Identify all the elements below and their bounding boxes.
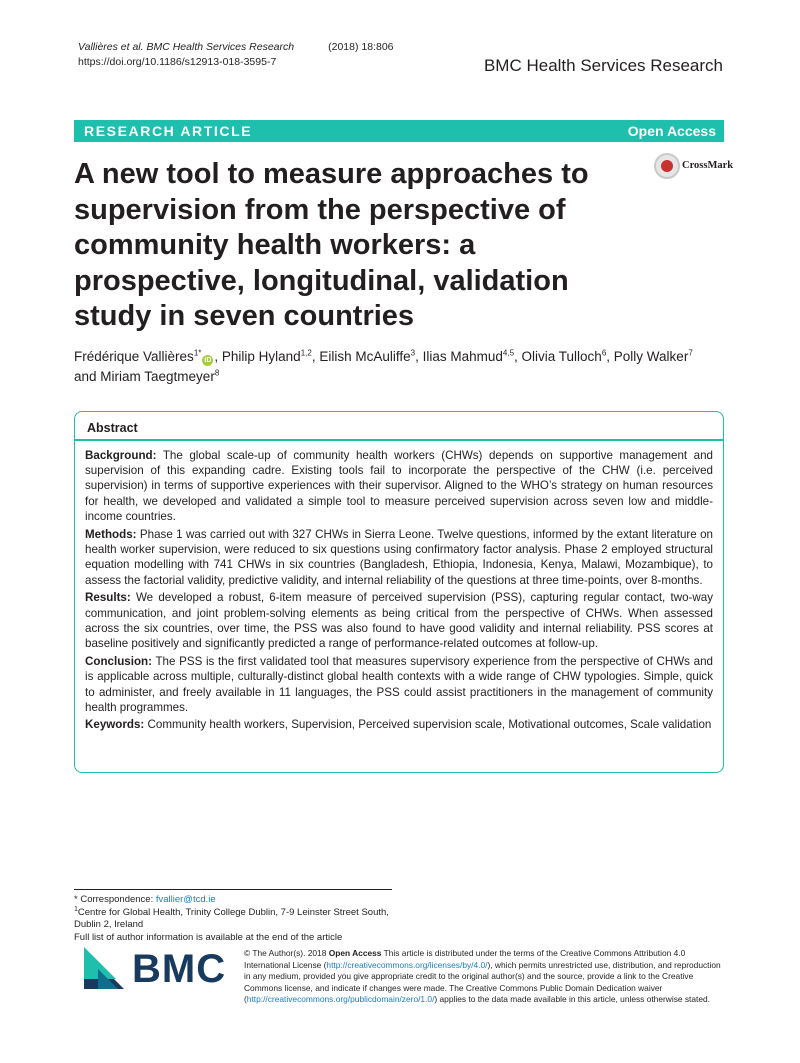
bmc-logo — [84, 947, 234, 993]
license-open-access: Open Access — [328, 948, 382, 958]
section-label: Background: — [85, 448, 157, 462]
year-volume: (2018) 18:806 — [328, 41, 394, 53]
abstract-box — [74, 411, 724, 773]
article-meta — [78, 40, 394, 70]
license-part: This article is distributed under the terms of the Creative Commons Attribution 4.0 International License ( — [244, 948, 686, 970]
abstract-divider — [75, 439, 723, 441]
cc-zero-link[interactable]: http://creativecommons.org/publicdomain/zero/1.0/ — [246, 994, 435, 1004]
footnote-divider — [74, 889, 392, 890]
author-affiliation: 4,5 — [502, 348, 515, 358]
abstract-heading: Abstract — [87, 421, 138, 435]
author-name: Philip Hyland — [221, 349, 301, 364]
author-affiliation: 1,2 — [300, 348, 312, 358]
logo-shape — [98, 969, 118, 989]
section-label: Conclusion: — [85, 654, 152, 668]
author-name: Olivia Tulloch — [521, 349, 602, 364]
abstract-results — [85, 590, 713, 652]
abstract-conclusion — [85, 654, 713, 716]
correspondence — [74, 894, 394, 907]
affiliation-text: Centre for Global Health, Trinity College Dublin, 7-9 Leinster Street South, Dublin 2, Ireland — [74, 906, 389, 930]
doi-link[interactable]: https://doi.org/10.1186/s12913-018-3595-7 — [78, 56, 277, 68]
correspondence-label: * Correspondence: — [74, 894, 154, 905]
section-label: Results: — [85, 591, 131, 605]
crossmark-icon — [654, 153, 680, 179]
section-text: Phase 1 was carried out with 327 CHWs in Sierra Leone. Twelve questions, informed by the extant literature on health worker supervision, were reduced to six questions using confirmatory factor analysis. Phase 2 employed structural equation modelling with 741 CHWs in six countries (Bangladesh, Ethiopia, Indonesia, Kenya, Malawi, Mozambique), to assess the factorial validity, predictive validity, and internal reliability of the questions at three time-points, over 8-months. — [85, 527, 713, 587]
author-name: Miriam Taegtmeyer — [100, 369, 215, 384]
article-type-banner — [74, 120, 724, 142]
author-affiliation: 3 — [410, 348, 416, 358]
section-text: Community health workers, Supervision, Perceived supervision scale, Motivational outcomes, Scale validation — [147, 718, 712, 732]
open-access-label: Open Access — [627, 123, 716, 139]
author-affiliation: 8 — [214, 368, 220, 378]
abstract-background — [85, 448, 713, 525]
orcid-icon[interactable]: iD — [204, 357, 212, 364]
logo-text: BMC — [132, 947, 227, 991]
footnotes — [74, 894, 394, 944]
full-author-info: Full list of author information is available at the end of the article — [74, 931, 343, 943]
author-name: Frédérique Vallières — [74, 349, 194, 364]
section-label: Methods: — [85, 527, 137, 541]
article-title: A new tool to measure approaches to supervision from the perspective of community health workers: a prospective, longitudinal, validation study in seven countries — [74, 158, 589, 332]
section-text: The PSS is the first validated tool that measures supervisory experience from the perspective of CHWs and is applicable across multiple, culturally-distinct global health contexts with a wide range of CHW typologies. Simple, quick to administer, and freely available in 11 languages, the PSS could assist practitioners in the management of community health programmes. — [85, 654, 713, 714]
author-affiliation: 1* — [193, 348, 202, 358]
author-name: Polly Walker — [613, 349, 689, 364]
email-link[interactable]: fvallier@tcd.ie — [155, 894, 216, 905]
affiliation-number: 1 — [74, 905, 78, 913]
article-type: RESEARCH ARTICLE — [84, 123, 253, 139]
section-label: Keywords: — [85, 718, 145, 732]
license-text — [244, 948, 722, 1006]
abstract-methods — [85, 527, 713, 589]
license-part: © The Author(s). 2018 — [244, 948, 329, 958]
author-list: Frédérique Vallières$^{1*}$iD , Philip Hyland$^{1,2}$, Eilish McAuliffe$^3$, Ilias Mahmud$^{4,5}$, Olivia Tulloch$^6$, Polly Walker$^7$ and Miriam Taegtmeyer$^8$ — [74, 348, 693, 384]
journal-name: BMC Health Services Research — [483, 56, 723, 75]
affiliation — [74, 907, 394, 932]
author-affiliation: 6 — [601, 348, 607, 358]
author-name: Ilias Mahmud — [422, 349, 503, 364]
section-text: We developed a robust, 6-item measure of perceived supervision (PSS), capturing regular contact, two-way communication, and joint problem-solving elements as being critical from the perspective of CHWs. When assessed across the six countries, over time, the PSS was also found to have good validity and internal reliability. PSS scores at baseline positively and significantly predicted a range of performance-related outcomes at follow-up. — [85, 591, 713, 651]
section-text: The global scale-up of community health workers (CHWs) depends on supportive management and supervision of this expanding cadre. Existing tools fail to incorporate the perspective of the CHW (i.e. perceived supervision) in terms of supportive experiences with their supervisor. Aligned to the WHO’s strategy on human resources for health, we developed and validated a simple tool to measure perceived supervision across seven low and middle-income countries. — [85, 448, 713, 524]
license-part: ), which permits unrestricted use, distribution, and reproduction in any medium, provided you give appropriate credit to the original author(s) and the source, provide a link to the Creative Commons license, and indicate if changes were made. The Creative Commons Public Domain Dedication waiver ( — [244, 959, 721, 1004]
abstract-keywords — [85, 717, 713, 732]
citation: Vallières et al. BMC Health Services Research — [78, 41, 295, 53]
author-name: Eilish McAuliffe — [319, 349, 411, 364]
author-affiliation: 7 — [688, 348, 693, 358]
crossmark-label: CrossMark — [682, 160, 734, 171]
crossmark-button[interactable] — [654, 153, 744, 181]
cc-by-link[interactable]: http://creativecommons.org/licenses/by/4.0/ — [326, 959, 488, 970]
license-part: ) applies to the data made available in this article, unless otherwise stated. — [434, 994, 711, 1004]
